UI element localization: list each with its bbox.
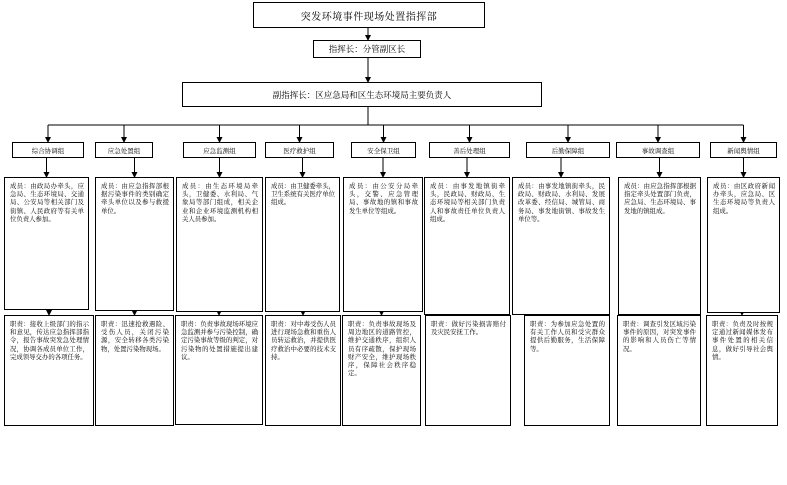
commander-box: 指挥长：分管副区长 <box>313 40 421 58</box>
group-members-box: 成员：由公安分局牵头，交警、应急管理局、事故地的镇和事故发生单位等组成。 <box>343 177 423 312</box>
group-members-box: 成员：由政局办牵头，应急局、生态环境局、交通局、公安局等相关部门及街镇、人民政府等有关单位负责人参加。 <box>4 177 89 310</box>
group-name-box: 应急监测组 <box>183 142 256 158</box>
group-duty-box: 职责：接收上级部门的指示和意见，传达应急指挥部指令，报告事故突发急处理情况，协调各成员单位工作，完成领导交办的各项任务。 <box>4 315 94 426</box>
group-members-box: 成员：由事发地镇街牵头，民政局、财政局、水利局、发展改革委、经信局、城管局、商务局、事发地街镇、事故发生单位等。 <box>512 177 610 315</box>
group-name-box: 医疗救护组 <box>265 142 334 158</box>
group-name-box: 后勤保障组 <box>526 142 610 158</box>
group-name-box: 事故调查组 <box>616 142 700 158</box>
deputy-commander-box: 副指挥长：区应急局和区生态环境局主要负责人 <box>182 82 542 107</box>
group-duty-box: 职责：为参加应急处置的有关工作人员和受灾群众提供后勤服务，生活保障等。 <box>524 315 610 426</box>
group-members-box: 成员：由区政府新闻办牵头，应急局、区生态环境局等负责人组成。 <box>707 177 780 313</box>
group-duty-box: 职责：调查引发区域污染事件的原因，对突发事件的影响和人员伤亡等情况。 <box>617 315 701 426</box>
group-duty-box: 职责：负责及时按规定通过新闻媒体发布事件处置的相关信息，做好引导社会舆情。 <box>706 315 778 426</box>
group-duty-box: 职责：迅速抢救遇险、受伤人员，关闭污染源，安全转移各类污染物，处置污染物现场。 <box>95 315 174 426</box>
group-name-box: 善后处理组 <box>429 142 510 158</box>
group-members-box: 成员：由应急指挥部根据污染事件的类别确定牵头单位以及参与救援单位。 <box>95 177 174 311</box>
group-members-box: 成员：由应急指挥部根据指定牵头处置部门负责，应急局、生态环境局、事发地的镇组成。 <box>618 177 701 315</box>
group-name-box: 应急处置组 <box>95 142 153 158</box>
group-name-box: 新闻舆情组 <box>710 142 777 158</box>
group-name-box: 安全保卫组 <box>351 142 416 158</box>
group-members-box: 成员：由事发地镇街牵头，民政局、财政局、生态环境局等相关部门负责人和事故责任单位负责人组成。 <box>424 177 510 315</box>
command-headquarters-box: 突发环境事件现场处置指挥部 <box>253 2 485 28</box>
group-duty-box: 职责：对中毒受伤人员进行现场急救和重伤人员转运救治，并提供医疗救治中必要的技术支持。 <box>265 315 341 426</box>
group-members-box: 成员：由生态环境局牵头，卫健委、水利局、气象局等部门组成，相关企业和企业环境监测机构相关人员参加。 <box>176 177 263 312</box>
group-duty-box: 职责：负责事故现场及周边地区的道路管控，维护交通秩序，组织人员有序疏散，保护现场财产安全，维护现场秩序，保障社会秩序稳定。 <box>342 315 421 426</box>
group-name-box: 综合协调组 <box>12 142 84 158</box>
group-duty-box: 职责：做好污染损害赔付及灾民安抚工作。 <box>425 315 511 426</box>
group-members-box: 成员：由卫健委牵头，卫生系统有关医疗单位组成。 <box>265 177 340 312</box>
group-duty-box: 职责：负责事故现场环境应急监测并参与污染控制，确定污染事故等级的判定，对污染物的处置措施提出建议。 <box>175 315 263 425</box>
